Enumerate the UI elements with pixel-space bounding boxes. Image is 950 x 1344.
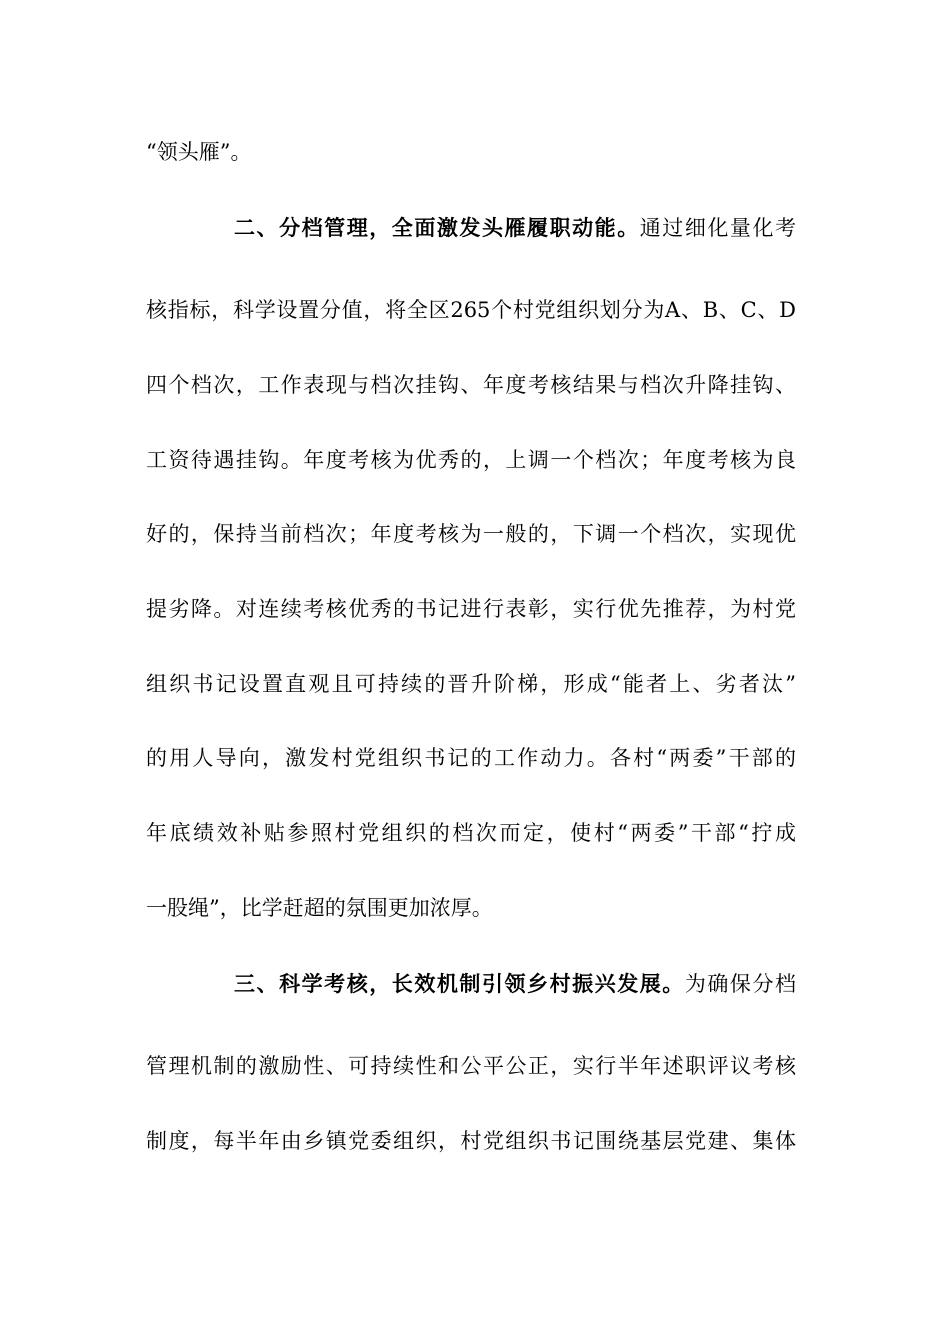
section2-heading: 二、分档管理，全面激发头雁履职动能。	[234, 215, 640, 240]
section2-line: 四个档次，工作表现与档次挂钩、年度考核结果与档次升降挂钩、	[146, 373, 796, 397]
section2-line: 的用人导向，激发村党组织书记的工作动力。各村“两委”干部的	[146, 746, 796, 770]
carryover-paragraph	[146, 132, 796, 172]
section2-line: 提劣降。对连续考核优秀的书记进行表彰，实行优先推荐，为村党	[146, 597, 796, 621]
section2-first-line-text: 通过细化量化考	[639, 216, 796, 240]
section2-line: 工资待遇挂钩。年度考核为优秀的，上调一个档次；年度考核为良	[146, 448, 796, 472]
section3-heading: 三、科学考核，长效机制引领乡村振兴发展。	[234, 971, 685, 996]
section3-first-line-text: 为确保分档	[684, 972, 796, 996]
section2-line: 核指标，科学设置分值，将全区265个村党组织划分为A、B、C、D	[146, 298, 796, 322]
section2-first-line	[146, 208, 796, 248]
section3-line: 制度，每半年由乡镇党委组织，村党组织书记围绕基层党建、集体	[146, 1129, 796, 1153]
section2-line: 好的，保持当前档次；年度考核为一般的，下调一个档次，实现优	[146, 522, 796, 546]
section2-last-line: 一股绳”，比学赶超的氛围更加浓厚。	[146, 896, 493, 920]
section2-line: 年底绩效补贴参照村党组织的档次而定，使村“两委”干部“拧成	[146, 821, 796, 845]
section3-line: 管理机制的激励性、可持续性和公平公正，实行半年述职评议考核	[146, 1054, 796, 1078]
carryover-line: “领头雁”。	[146, 140, 252, 164]
section3-first-line	[146, 964, 796, 1004]
section2-line: 组织书记设置直观且可持续的晋升阶梯，形成“能者上、劣者汰”	[146, 672, 796, 696]
